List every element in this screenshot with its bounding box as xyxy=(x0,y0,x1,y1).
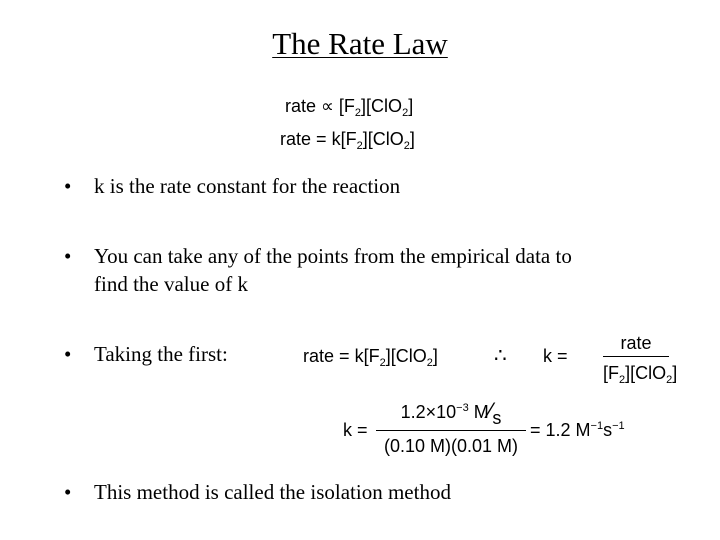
rate-law-equation xyxy=(280,129,415,152)
eq-subscript: 2 xyxy=(426,357,433,369)
bullet-text: Taking the first: xyxy=(94,342,228,366)
eq-subscript: 2 xyxy=(403,140,410,152)
k-fraction-denominator xyxy=(603,363,678,386)
k-fraction-bar xyxy=(603,356,669,357)
eq-subscript: 2 xyxy=(356,140,363,152)
k-calculation-lhs: k = xyxy=(343,420,368,440)
eq-superscript: −3 xyxy=(456,402,469,414)
equals-symbol: = xyxy=(316,129,327,149)
bullet-dot: • xyxy=(64,174,72,198)
slash-symbol: ⁄ xyxy=(488,398,493,423)
eq-term: ][ClO xyxy=(625,363,667,383)
bullet-text: You can take any of the points from the empirical data to xyxy=(94,244,572,268)
eq-superscript: −1 xyxy=(590,420,604,432)
eq-term: ] xyxy=(408,96,414,116)
eq-term: ] xyxy=(672,363,678,383)
eq-term: ] xyxy=(409,129,415,149)
bullet-text: This method is called the isolation method xyxy=(94,480,451,504)
bullet-text-continued: find the value of k xyxy=(94,272,248,296)
eq-term: rate xyxy=(303,346,335,366)
proportional-symbol: ∝ xyxy=(321,96,334,116)
bullet-text: k is the rate constant for the reaction xyxy=(94,174,401,198)
eq-subscript: 2 xyxy=(354,107,362,119)
k-calculation-numerator xyxy=(376,398,526,428)
k-calculation-denominator: (0.10 M)(0.01 M) xyxy=(383,436,519,456)
therefore-symbol: ∴ xyxy=(494,345,507,367)
rate-proportional-equation xyxy=(285,96,414,119)
eq-term: ][ClO xyxy=(385,346,427,366)
eq-term: s xyxy=(492,408,502,428)
eq-term: k[F xyxy=(354,346,380,366)
eq-term: [F xyxy=(603,363,619,383)
bullet-dot: • xyxy=(64,244,72,268)
equals-symbol: = xyxy=(339,346,350,366)
eq-term: s xyxy=(603,420,613,440)
eq-term: = 1.2 M xyxy=(530,420,591,440)
eq-subscript: 2 xyxy=(619,374,626,386)
eq-term: ] xyxy=(432,346,438,366)
bullet-dot: • xyxy=(64,480,72,504)
rate-law-equation-inline xyxy=(303,346,438,369)
eq-subscript: 2 xyxy=(379,357,386,369)
eq-term: k[F xyxy=(331,129,357,149)
eq-term: ][ClO xyxy=(362,129,404,149)
page-title: The Rate Law xyxy=(272,26,448,61)
eq-subscript: 2 xyxy=(402,107,409,119)
k-fraction-numerator: rate xyxy=(620,333,652,353)
eq-term: rate xyxy=(285,96,317,116)
bullet-dot: • xyxy=(64,342,72,366)
eq-subscript: 2 xyxy=(666,374,673,386)
eq-term: M xyxy=(473,402,489,422)
eq-term: 1.2×10 xyxy=(400,402,457,422)
eq-term: [F xyxy=(338,96,355,116)
eq-term: rate xyxy=(280,129,312,149)
eq-term: ][ClO xyxy=(361,96,403,116)
k-calculation-fraction-bar xyxy=(376,430,526,431)
k-definition-lhs: k = xyxy=(543,346,568,366)
k-calculation-result xyxy=(530,421,625,439)
eq-superscript: −1 xyxy=(612,420,625,432)
